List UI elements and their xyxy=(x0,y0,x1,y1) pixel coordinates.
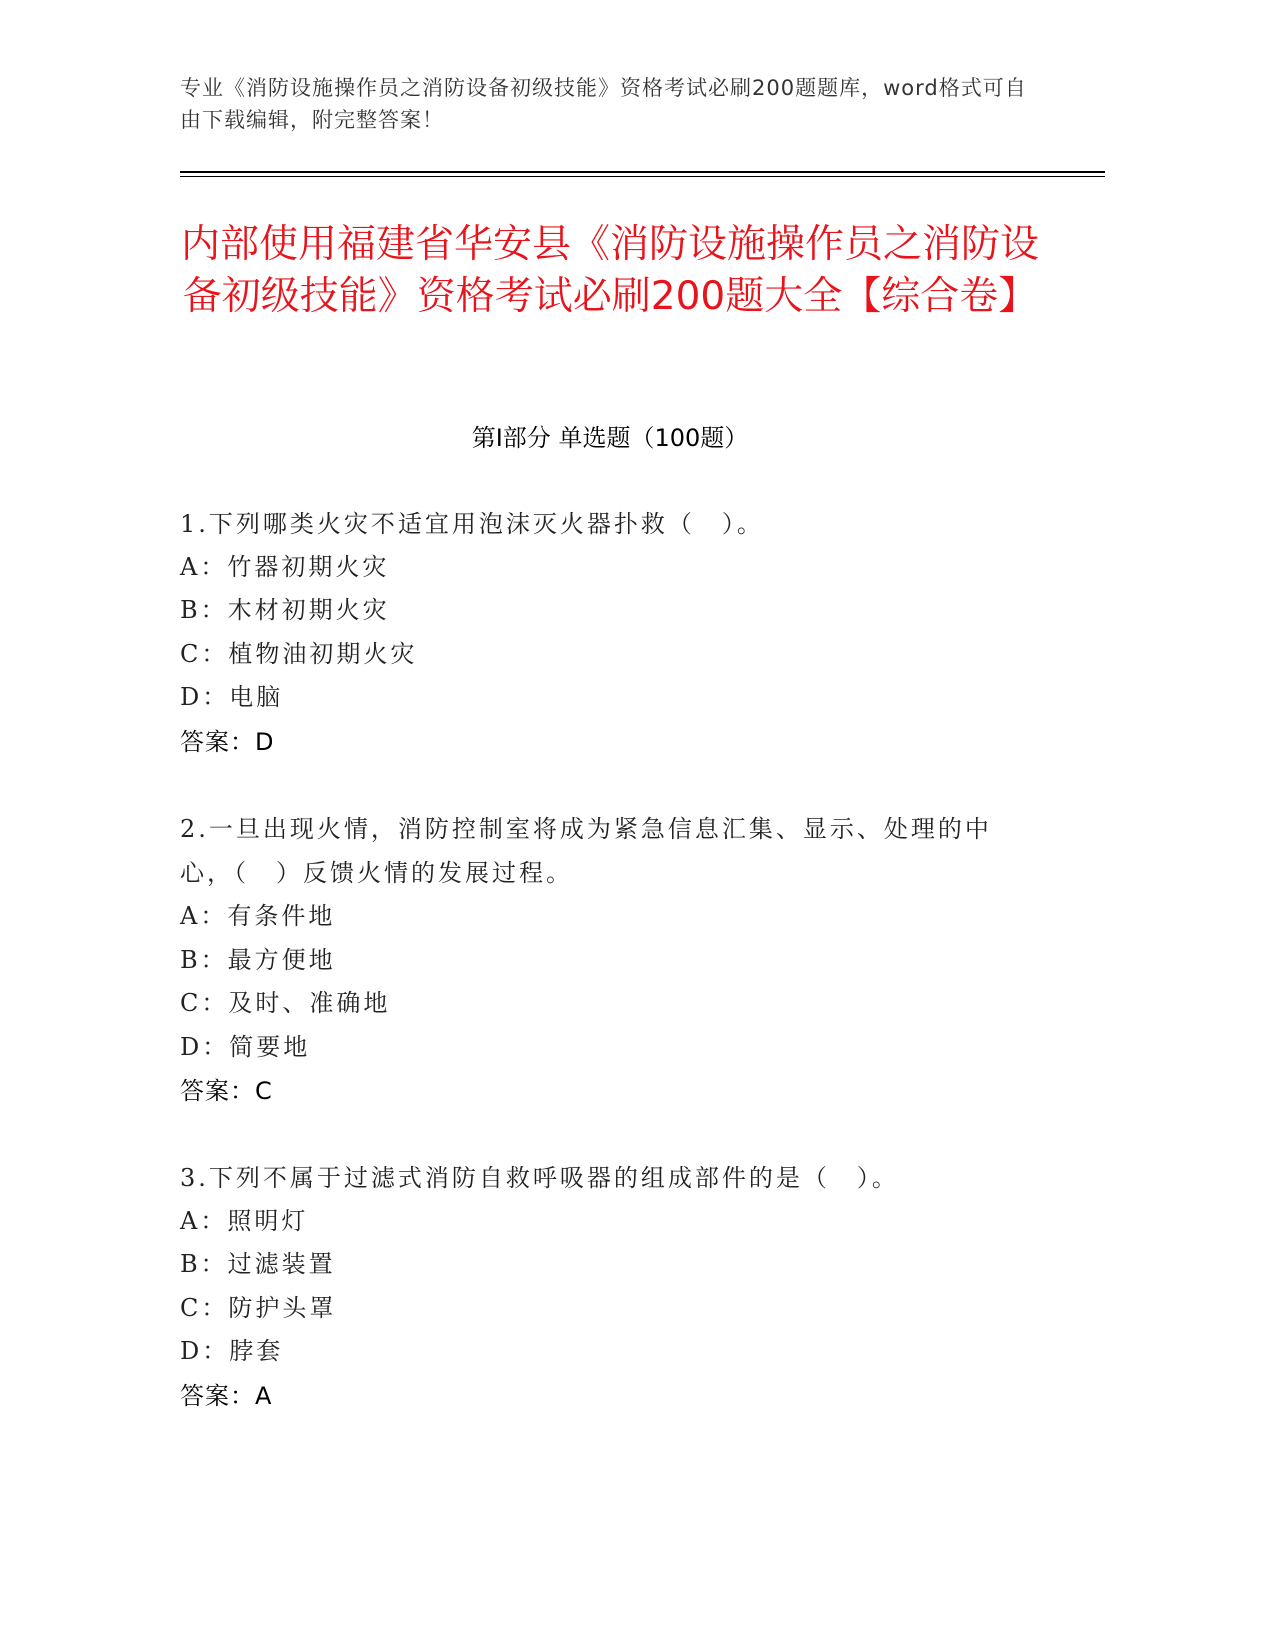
option-a: A：有条件地 xyxy=(180,902,336,930)
option-d: D：电脑 xyxy=(180,683,284,711)
question-stem: 1.下列哪类火灾不适宜用泡沫灭火器扑救（ ）。 xyxy=(180,510,764,538)
option-b: B：木材初期火灾 xyxy=(180,596,390,624)
option-c: C：及时、准确地 xyxy=(180,989,391,1017)
question-1 xyxy=(180,502,1040,764)
option-b: B：过滤装置 xyxy=(180,1250,336,1278)
question-stem: 3.下列不属于过滤式消防自救呼吸器的组成部件的是（ ）。 xyxy=(180,1164,899,1192)
option-a: A：照明灯 xyxy=(180,1206,309,1235)
header-divider-thin xyxy=(180,176,1105,177)
option-c: C：植物油初期火灾 xyxy=(180,639,418,668)
option-b: B：最方便地 xyxy=(180,945,336,974)
header-divider-thick xyxy=(180,171,1105,173)
option-a: A：竹器初期火灾 xyxy=(180,552,390,581)
option-d: D：简要地 xyxy=(180,1032,311,1061)
answer: 答案：C xyxy=(180,1077,273,1105)
question-3 xyxy=(180,1156,1040,1418)
question-stem: 2.一旦出现火情，消防控制室将成为紧急信息汇集、显示、处理的中心，（ ）反馈火情的发展过程。 xyxy=(180,815,992,887)
option-c: C：防护头罩 xyxy=(180,1293,337,1322)
answer: 答案：A xyxy=(180,1381,273,1410)
option-d: D：脖套 xyxy=(180,1337,284,1365)
document-title: 内部使用福建省华安县《消防设施操作员之消防设备初级技能》资格考试必刷200题大全【综合卷】 xyxy=(180,222,1039,319)
header-note: 专业《消防设施操作员之消防设备初级技能》资格考试必刷200题题库，word格式可自由下载编辑，附完整答案！ xyxy=(180,76,1027,132)
answer: 答案：D xyxy=(180,727,275,756)
question-2 xyxy=(180,807,1040,1113)
section-heading: 第I部分 单选题（100题） xyxy=(471,424,749,452)
